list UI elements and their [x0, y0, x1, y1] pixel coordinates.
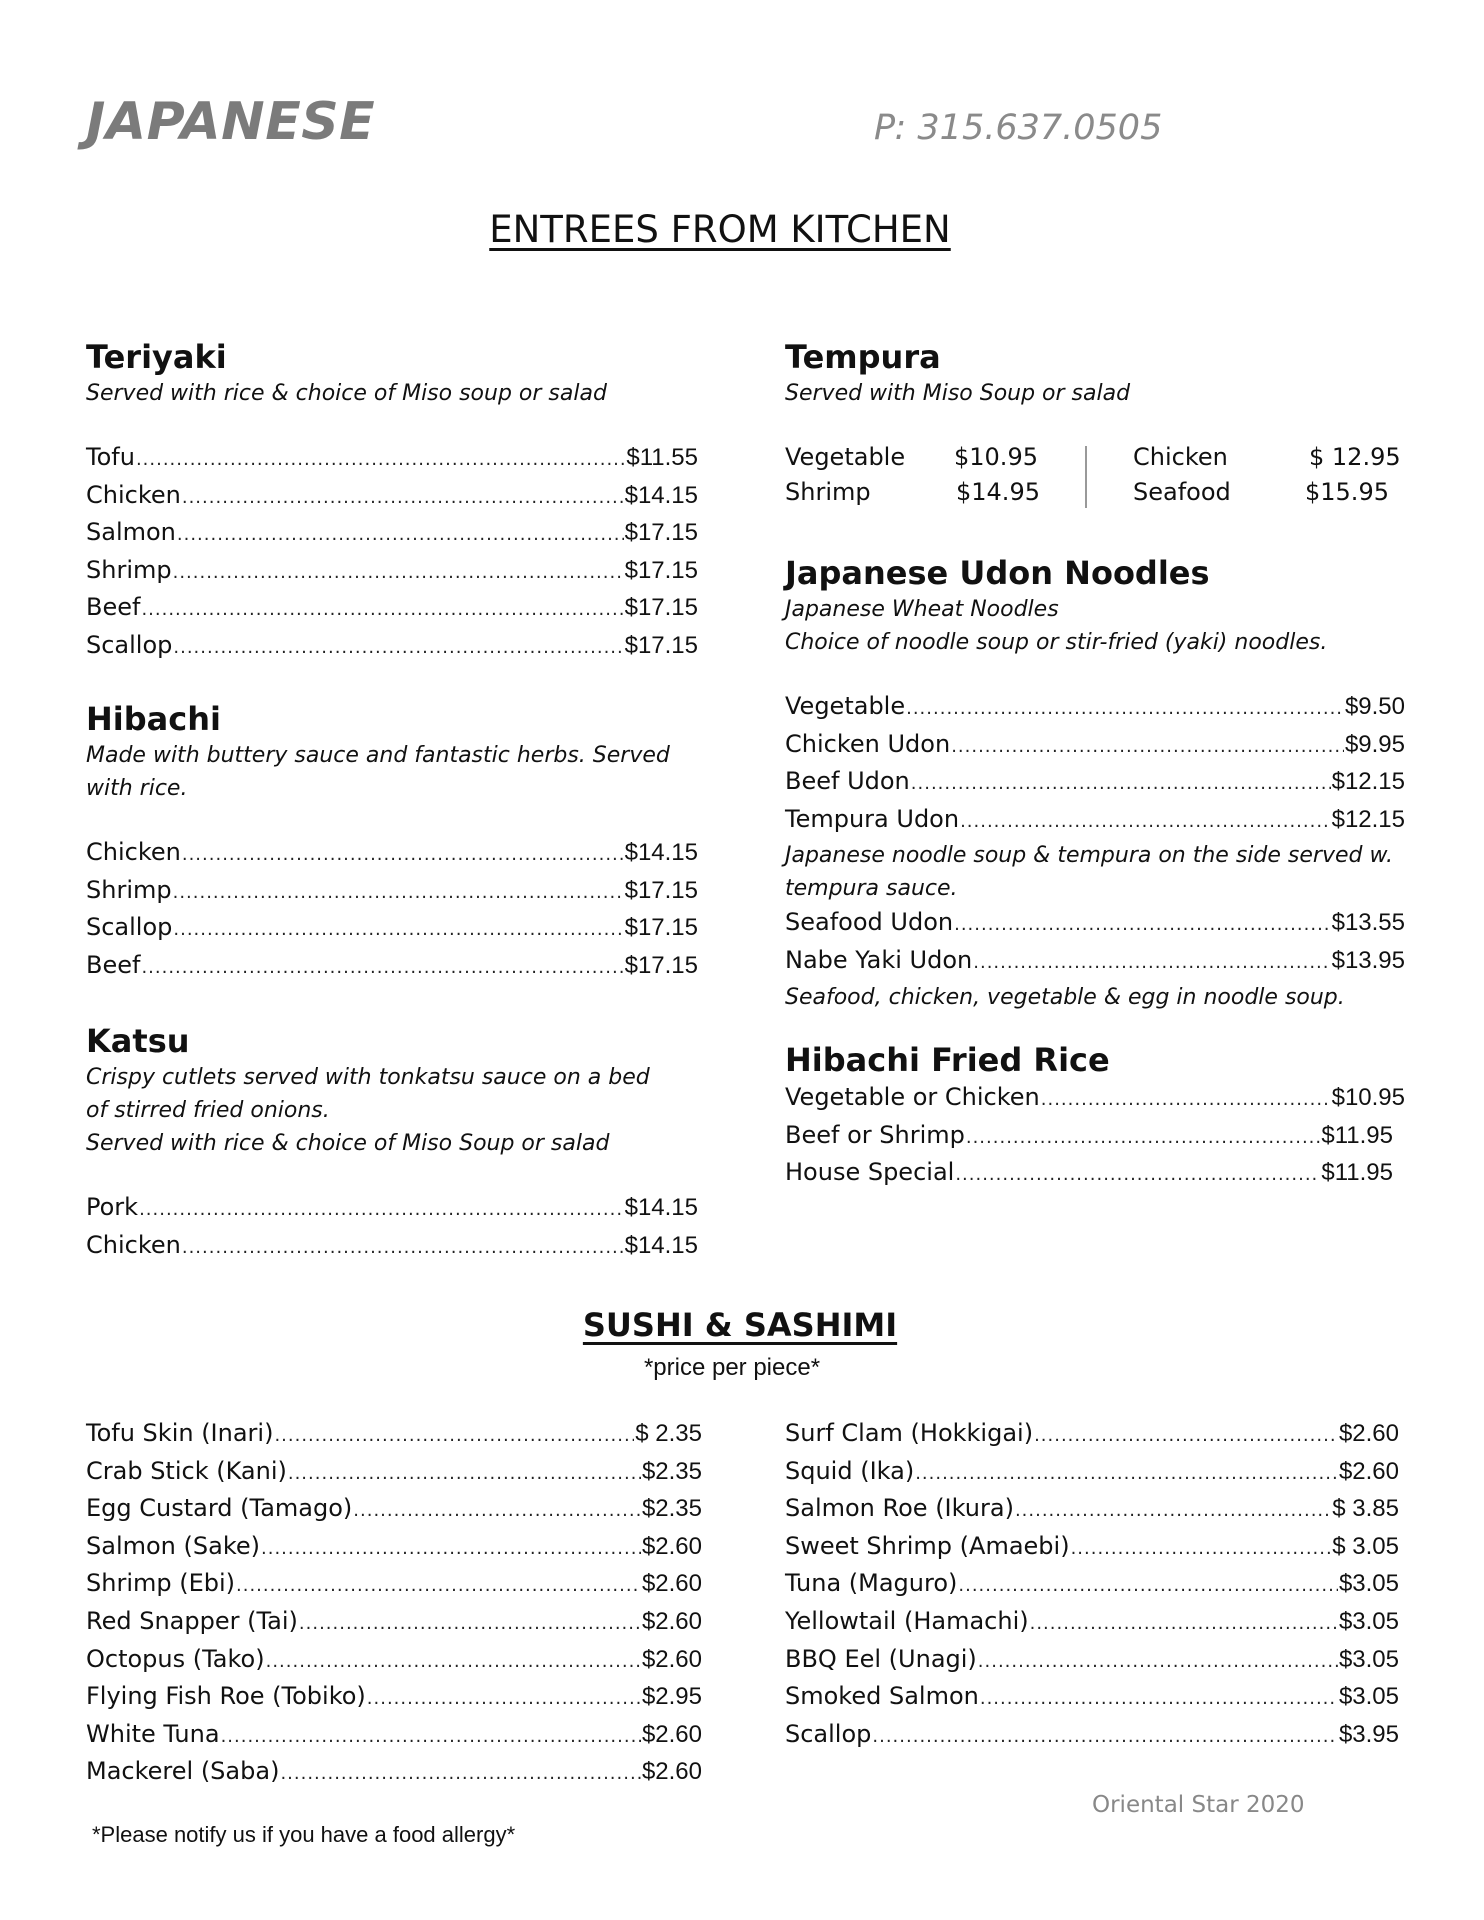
leader-dots	[1015, 1493, 1331, 1529]
item-name: Tofu Skin (Inari)	[86, 1419, 274, 1447]
katsu-section	[86, 1021, 698, 1265]
menu-item	[86, 1454, 702, 1492]
item-price: $3.05	[1338, 1607, 1399, 1635]
menu-item	[86, 1190, 698, 1228]
leader-dots	[182, 480, 624, 516]
menu-item	[86, 1529, 702, 1567]
leader-dots	[182, 1230, 624, 1266]
leader-dots	[954, 907, 1331, 943]
item-price: $ 2.35	[635, 1420, 702, 1447]
menu-item	[86, 628, 698, 666]
item-price: $ 3.85	[1332, 1495, 1399, 1523]
brand-title: JAPANESE	[86, 92, 376, 152]
item-name: Tuna (Maguro)	[785, 1569, 958, 1598]
page-title: ENTREES FROM KITCHEN	[489, 208, 951, 251]
item-price: $9.50	[1344, 693, 1405, 720]
item-name: Chicken	[86, 1230, 181, 1259]
item-name: Egg Custard (Tamago)	[86, 1494, 353, 1523]
item-price: $12.15	[1331, 805, 1405, 833]
item-price: $2.60	[641, 1758, 702, 1786]
section-description: Crispy cutlets served with tonkatsu sauce on a bed of stirred fried onions.	[86, 1065, 650, 1123]
item-price: $3.95	[1338, 1720, 1399, 1748]
item-name: Smoked Salmon	[785, 1682, 979, 1711]
item-list	[86, 1190, 698, 1265]
menu-item	[785, 1529, 1399, 1567]
menu-item	[785, 1717, 1399, 1755]
tempura-price-grid	[785, 440, 1425, 512]
leader-dots	[911, 766, 1331, 802]
menu-item	[86, 1717, 702, 1755]
phone-number: P: 315.637.0505	[874, 108, 1163, 148]
menu-item	[86, 478, 698, 516]
item-name: Crab Stick (Kani)	[86, 1456, 287, 1485]
section-description: Served with Miso Soup or salad	[785, 381, 1131, 406]
item-name: Yellowtail (Hamachi)	[785, 1606, 1029, 1635]
menu-item	[86, 1228, 698, 1266]
footer-credit: Oriental Star 2020	[1092, 1792, 1305, 1818]
leader-dots	[1041, 1082, 1331, 1118]
item-name: Scallop	[86, 630, 173, 659]
section-description: Served with rice & choice of Miso Soup or salad	[86, 1131, 610, 1156]
leader-dots	[173, 912, 623, 948]
leader-dots	[173, 555, 624, 591]
item-name: Scallop	[86, 913, 173, 942]
menu-item	[86, 1491, 702, 1529]
fried-rice-section	[785, 1040, 1405, 1193]
item-name: Tofu	[86, 443, 135, 471]
leader-dots	[980, 1681, 1338, 1717]
item-price: $14.15	[624, 839, 698, 866]
item-price: $10.95	[954, 443, 1038, 471]
item-price: $2.60	[1338, 1420, 1399, 1447]
item-name: Flying Fish Roe (Tobiko)	[86, 1682, 366, 1711]
item-list	[785, 689, 1405, 1014]
leader-dots	[261, 1531, 641, 1567]
leader-dots	[173, 630, 623, 666]
leader-dots	[966, 1120, 1321, 1156]
sushi-left-column	[86, 1416, 702, 1792]
leader-dots	[141, 592, 623, 628]
item-price: $17.15	[624, 876, 698, 904]
section-title: Hibachi Fried Rice	[785, 1041, 1110, 1079]
leader-dots	[1034, 1418, 1338, 1454]
leader-dots	[280, 1756, 641, 1792]
item-price: $2.60	[641, 1607, 702, 1635]
item-price: $10.95	[1331, 1084, 1405, 1111]
item-price: $11.55	[626, 444, 698, 471]
item-name: Beef or Shrimp	[785, 1120, 965, 1149]
menu-item	[785, 1080, 1405, 1118]
menu-item	[785, 1491, 1399, 1529]
menu-item	[785, 1155, 1393, 1193]
menu-item	[86, 1642, 702, 1680]
item-name: Nabe Yaki Udon	[785, 945, 973, 974]
sushi-right-column	[785, 1416, 1399, 1754]
item-price: $14.95	[956, 478, 1040, 506]
menu-item	[86, 515, 698, 553]
item-price: $15.95	[1305, 478, 1389, 506]
item-name: Beef	[86, 950, 141, 979]
udon-section	[785, 553, 1405, 1014]
section-title: Japanese Udon Noodles	[785, 554, 1210, 592]
item-name: Shrimp	[86, 555, 172, 584]
item-price: $2.60	[641, 1570, 702, 1598]
menu-item	[785, 1566, 1399, 1604]
menu-item	[86, 1604, 702, 1642]
item-name: Chicken	[86, 838, 181, 866]
leader-dots	[973, 945, 1330, 981]
column-divider	[1085, 446, 1087, 508]
menu-item	[86, 835, 698, 873]
section-description: Made with buttery sauce and fantastic herbs. Served with rice.	[86, 743, 670, 801]
item-price: $17.15	[624, 556, 698, 584]
section-title: Katsu	[86, 1022, 190, 1060]
leader-dots	[906, 691, 1344, 727]
item-price: $12.15	[1331, 768, 1405, 796]
menu-item	[785, 1118, 1393, 1156]
leader-dots	[173, 875, 624, 911]
tempura-section	[785, 337, 1445, 512]
item-price: $14.15	[624, 481, 698, 509]
leader-dots	[915, 1456, 1338, 1492]
leader-dots	[221, 1719, 641, 1755]
section-title: Hibachi	[86, 700, 221, 738]
leader-dots	[141, 950, 623, 986]
leader-dots	[182, 837, 624, 873]
item-price: $3.05	[1338, 1683, 1399, 1711]
item-name: Chicken Udon	[785, 729, 951, 758]
section-title: Teriyaki	[86, 338, 227, 376]
item-name: White Tuna	[86, 1719, 220, 1748]
menu-item	[86, 1566, 702, 1604]
item-price: $3.05	[1338, 1645, 1399, 1673]
item-name: Sweet Shrimp (Amaebi)	[785, 1531, 1070, 1560]
menu-item	[785, 1679, 1399, 1717]
item-list	[86, 440, 698, 666]
item-name: Scallop	[785, 1719, 872, 1748]
item-price: $2.35	[641, 1495, 702, 1523]
item-price: $2.60	[641, 1532, 702, 1560]
item-price: $ 3.05	[1332, 1532, 1399, 1560]
menu-item	[785, 1642, 1399, 1680]
item-price: $3.05	[1338, 1570, 1399, 1598]
leader-dots	[1030, 1606, 1338, 1642]
menu-item	[86, 948, 698, 986]
section-description: Served with rice & choice of Miso soup or salad	[86, 381, 607, 406]
leader-dots	[274, 1418, 634, 1454]
item-price: $17.15	[624, 951, 698, 979]
item-name: Salmon Roe (Ikura)	[785, 1494, 1014, 1523]
item-list	[785, 1416, 1399, 1754]
leader-dots	[958, 1568, 1338, 1604]
leader-dots	[288, 1456, 641, 1492]
leader-dots	[367, 1681, 641, 1717]
leader-dots	[955, 1157, 1320, 1193]
item-name: Beef Udon	[785, 767, 910, 796]
item-price: $11.95	[1321, 1121, 1393, 1149]
item-list	[86, 835, 698, 985]
item-name: Pork	[86, 1193, 139, 1221]
item-price: $9.95	[1344, 730, 1405, 758]
item-note: Japanese noodle soup & tempura on the side served w. tempura sauce.	[785, 843, 1394, 902]
item-name: Seafood	[1133, 478, 1231, 506]
item-price: $2.60	[1338, 1457, 1399, 1485]
menu-item	[86, 1679, 702, 1717]
item-name: Tempura Udon	[785, 804, 960, 833]
hibachi-section	[86, 699, 698, 985]
section-description: Japanese Wheat Noodles	[785, 597, 1059, 622]
item-name: Vegetable or Chicken	[785, 1083, 1040, 1111]
item-name: Salmon	[86, 518, 176, 547]
sushi-subtitle: *price per piece*	[643, 1354, 821, 1381]
menu-item	[86, 873, 698, 911]
item-name: Shrimp	[86, 875, 172, 904]
item-price: $17.15	[624, 631, 698, 659]
item-name: Squid (Ika)	[785, 1456, 915, 1485]
item-price: $17.15	[624, 594, 698, 622]
menu-item	[785, 943, 1405, 981]
menu-item	[86, 1754, 702, 1792]
item-name: Red Snapper (Tai)	[86, 1606, 298, 1635]
item-name: Mackerel (Saba)	[86, 1757, 280, 1786]
menu-item	[86, 590, 698, 628]
menu-item	[785, 802, 1405, 840]
item-name: Beef	[86, 593, 141, 622]
menu-item	[785, 905, 1405, 943]
item-name: Seafood Udon	[785, 908, 954, 937]
item-name: Shrimp (Ebi)	[86, 1569, 236, 1598]
item-name: Vegetable	[785, 443, 906, 471]
leader-dots	[960, 804, 1331, 840]
leader-dots	[236, 1568, 641, 1604]
item-list	[86, 1416, 702, 1792]
item-name: Octopus (Tako)	[86, 1644, 265, 1673]
item-price: $11.95	[1321, 1159, 1393, 1187]
item-note: Seafood, chicken, vegetable & egg in noodle soup.	[785, 984, 1345, 1010]
item-name: Chicken	[1133, 443, 1228, 471]
menu-item	[86, 553, 698, 591]
leader-dots	[266, 1644, 641, 1680]
leader-dots	[139, 1192, 624, 1228]
menu-item	[86, 440, 698, 478]
item-price: $14.15	[624, 1194, 698, 1221]
menu-item	[785, 689, 1405, 727]
section-title: Tempura	[785, 338, 941, 376]
leader-dots	[872, 1719, 1338, 1755]
item-name: BBQ Eel (Unagi)	[785, 1644, 977, 1673]
menu-item	[785, 1604, 1399, 1642]
item-list	[785, 1080, 1405, 1193]
menu-item	[785, 727, 1405, 765]
item-price: $ 12.95	[1309, 443, 1401, 471]
teriyaki-section	[86, 337, 698, 666]
item-price: $13.95	[1331, 946, 1405, 974]
leader-dots	[978, 1644, 1338, 1680]
item-price: $17.15	[624, 519, 698, 547]
menu-item	[785, 1454, 1399, 1492]
menu-item	[86, 910, 698, 948]
item-name: Chicken	[86, 480, 181, 509]
item-price: $2.60	[641, 1720, 702, 1748]
section-description: Choice of noodle soup or stir-fried (yaki) noodles.	[785, 630, 1328, 655]
item-price: $17.15	[624, 914, 698, 942]
menu-item	[785, 1416, 1399, 1454]
item-price: $14.15	[624, 1231, 698, 1259]
leader-dots	[353, 1493, 641, 1529]
sushi-title: SUSHI & SASHIMI	[582, 1306, 898, 1344]
item-name: Shrimp	[785, 478, 871, 506]
item-price: $2.60	[641, 1645, 702, 1673]
leader-dots	[177, 517, 624, 553]
item-name: House Special	[785, 1158, 955, 1187]
item-name: Vegetable	[785, 692, 906, 720]
leader-dots	[299, 1606, 641, 1642]
item-name: Surf Clam (Hokkigai)	[785, 1419, 1034, 1447]
allergy-notice: *Please notify us if you have a food allergy*	[92, 1822, 516, 1847]
leader-dots	[1071, 1531, 1332, 1567]
item-price: $2.95	[641, 1683, 702, 1711]
item-name: Salmon (Sake)	[86, 1531, 260, 1560]
menu-item	[785, 764, 1405, 802]
item-price: $2.35	[641, 1457, 702, 1485]
menu-item	[86, 1416, 702, 1454]
item-price: $13.55	[1331, 909, 1405, 937]
leader-dots	[951, 729, 1344, 765]
leader-dots	[136, 442, 625, 478]
